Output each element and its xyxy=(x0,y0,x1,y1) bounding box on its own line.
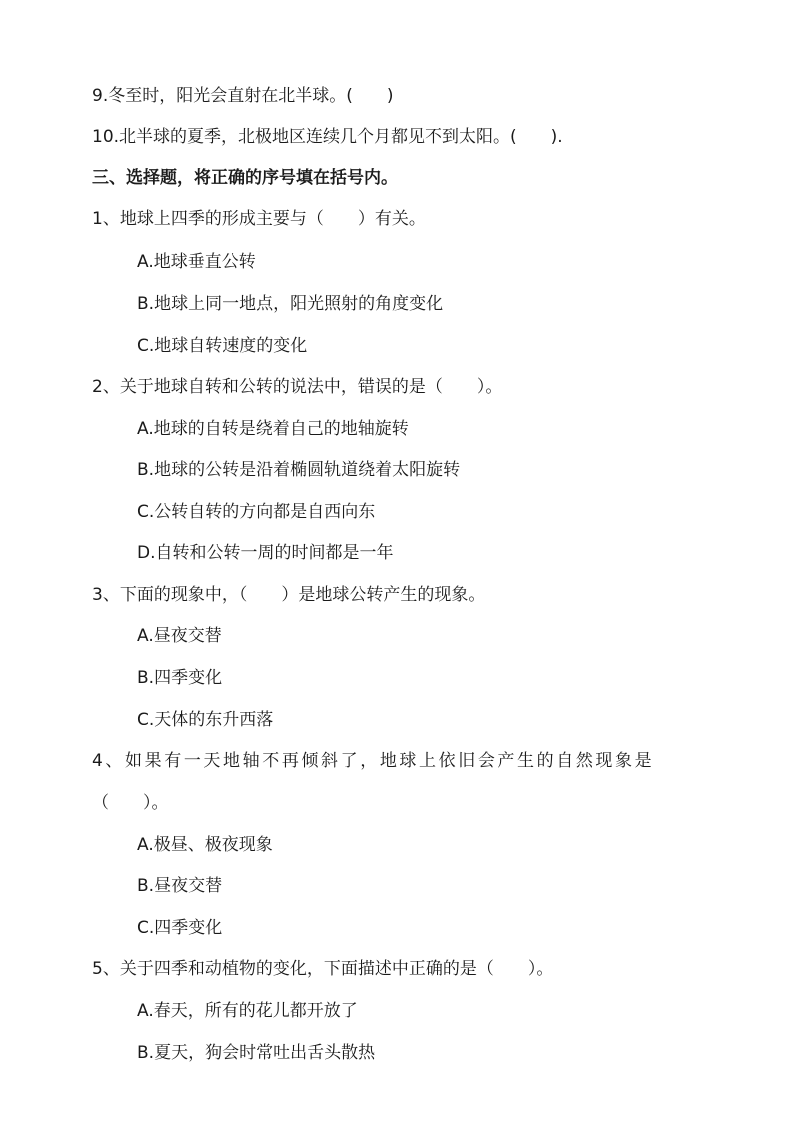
question-4-option-b: B.昼夜交替 xyxy=(137,876,223,896)
question-2-option-a: A.地球的自转是绕着自己的地轴旋转 xyxy=(137,419,409,439)
question-1-option-a: A.地球垂直公转 xyxy=(137,252,256,272)
question-2-option-d: D.自转和公转一周的时间都是一年 xyxy=(137,543,394,563)
question-1-stem: 1、地球上四季的形成主要与（ ）有关。 xyxy=(92,209,426,229)
question-5-option-b: B.夏天，狗会时常吐出舌头散热 xyxy=(137,1043,376,1063)
question-3-option-a: A.昼夜交替 xyxy=(137,626,222,646)
section-heading: 三、选择题，将正确的序号填在括号内。 xyxy=(92,168,398,188)
question-1-option-b: B.地球上同一地点，阳光照射的角度变化 xyxy=(137,294,444,314)
question-3-stem: 3、下面的现象中，（ ）是地球公转产生的现象。 xyxy=(92,585,486,605)
question-2-option-c: C.公转自转的方向都是自西向东 xyxy=(137,502,376,522)
judgment-item-9: 9.冬至时，阳光会直射在北半球。( ) xyxy=(92,86,394,106)
question-5-option-a: A.春天，所有的花儿都开放了 xyxy=(137,1001,358,1021)
question-4-stem-continued: （ ）。 xyxy=(92,793,169,813)
question-2-stem: 2、关于地球自转和公转的说法中，错误的是（ ）。 xyxy=(92,377,503,397)
question-3-option-c: C.天体的东升西落 xyxy=(137,710,274,730)
question-2-option-b: B.地球的公转是沿着椭圆轨道绕着太阳旋转 xyxy=(137,460,461,480)
question-4-stem: 4、如果有一天地轴不再倾斜了，地球上依旧会产生的自然现象是 xyxy=(92,751,655,771)
question-4-option-c: C.四季变化 xyxy=(137,918,223,938)
question-5-stem: 5、关于四季和动植物的变化，下面描述中正确的是（ ）。 xyxy=(92,959,554,979)
question-1-option-c: C.地球自转速度的变化 xyxy=(137,336,308,356)
question-3-option-b: B.四季变化 xyxy=(137,668,223,688)
judgment-item-10: 10.北半球的夏季，北极地区连续几个月都见不到太阳。( ). xyxy=(92,127,563,147)
question-4-option-a: A.极昼、极夜现象 xyxy=(137,835,273,855)
